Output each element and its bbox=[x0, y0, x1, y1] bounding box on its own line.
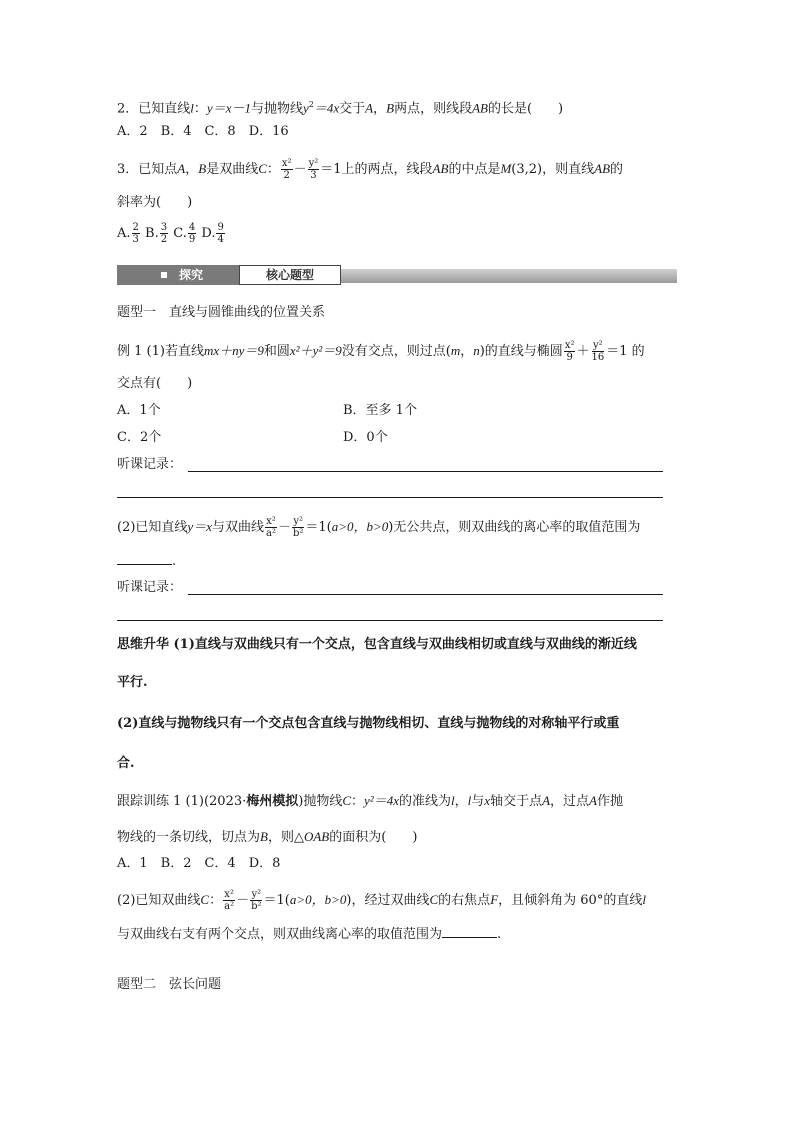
summary-p1b: 平行. bbox=[117, 675, 148, 690]
q3-options: A. $\frac{2}{3}$ B. $\frac{3}{2}$ C. $\frac{4}{9}$ D. $\frac{9}{4}$ bbox=[117, 222, 224, 245]
ex1b-answer: . bbox=[117, 552, 176, 571]
q3-var: A bbox=[177, 161, 186, 176]
question-2 bbox=[117, 96, 563, 118]
ex1-fraction: $\frac{\text{x²}}{9}$ bbox=[564, 340, 575, 363]
q3-opt-fraction: $\frac{4}{9}$ bbox=[188, 222, 196, 245]
q3-text: 是双曲线 bbox=[206, 162, 259, 177]
q3-opt-fraction: $\frac{2}{3}$ bbox=[132, 222, 139, 245]
section-label-block: 探究 bbox=[117, 265, 239, 285]
ex1-option-b: B．至多 1个 bbox=[343, 403, 417, 418]
question-3: 3．已知点A，B是双曲线C： $\frac{\text{x²}}{2}$ － $\frac{\text{y²}}{3}$ ＝1上的两点，线段AB的中点是M(3,2)，则直线AB的 bbox=[117, 158, 624, 181]
ex1-line2: 交点有( ) bbox=[117, 376, 193, 391]
train2-fraction: $\frac{\text{y²}}{\text{b²}}$ bbox=[251, 889, 262, 912]
example-1-part-2: (2)已知直线y＝x与双曲线 $\frac{\text{x²}}{\text{a²}}$ － $\frac{\text{y²}}{\text{b²}}$ ＝1(a>0，b>0)无公共点，则双曲线的离心率的取值范围为 bbox=[117, 516, 641, 539]
ex1-option-d: D．0个 bbox=[343, 430, 388, 445]
ex1-option-a: A．1个 bbox=[117, 403, 161, 418]
q3-text: ： bbox=[266, 162, 280, 177]
q2-text: 的长是( ) bbox=[487, 101, 564, 117]
ex1b-fraction: $\frac{\text{y²}}{\text{b²}}$ bbox=[292, 516, 304, 539]
q2-var: B bbox=[386, 100, 395, 116]
q2-equation: ＝4x bbox=[313, 100, 340, 116]
ex1-fraction: $\frac{\text{y²}}{16}$ bbox=[591, 340, 605, 363]
q3-text: ， bbox=[185, 162, 199, 177]
q2-text: 与抛物线 bbox=[250, 101, 303, 117]
summary-p2b: 合. bbox=[117, 756, 135, 771]
notes-line[interactable] bbox=[188, 594, 663, 595]
q3-var: B bbox=[198, 161, 207, 176]
training-1-part-1: 跟踪训练 1 (1)(2023·梅州模拟)抛物线C：y²＝4x的准线为l，l与x轴交于点A，过点A作抛 bbox=[117, 793, 624, 809]
q2-var: AB bbox=[472, 100, 488, 116]
q2-text: ， bbox=[373, 101, 387, 117]
topic-1-title: 题型一 直线与圆锥曲线的位置关系 bbox=[117, 305, 326, 320]
section-header bbox=[117, 265, 677, 285]
q2-var: A bbox=[365, 100, 374, 116]
ex1b-fraction: $\frac{\text{x²}}{\text{a²}}$ bbox=[265, 516, 276, 539]
training-1-part-2: (2)已知双曲线C： $\frac{\text{x²}}{\text{a²}}$ － $\frac{\text{y²}}{\text{b²}}$ ＝1(a>0，b>0)，经过双曲线C的右焦点F，且倾斜角为 60°的直线l bbox=[117, 889, 646, 912]
notes-label: 听课记录： bbox=[117, 580, 183, 595]
q3-line2: 斜率为( ) bbox=[117, 195, 193, 210]
section-box: 核心题型 bbox=[239, 265, 341, 285]
ex1-option-c: C．2个 bbox=[117, 430, 162, 445]
notes-line[interactable] bbox=[117, 620, 663, 621]
q3-text: 3．已知点 bbox=[117, 162, 178, 177]
train2-fraction: $\frac{\text{x²}}{\text{a²}}$ bbox=[224, 889, 235, 912]
answer-blank[interactable] bbox=[117, 552, 172, 565]
q2-options: A．2 B．4 C．8 D．16 bbox=[117, 124, 289, 139]
q3-var: C bbox=[258, 161, 267, 176]
q2-text: 交于 bbox=[339, 101, 366, 117]
square-icon bbox=[161, 272, 167, 278]
train1-options: A．1 B．2 C．4 D．8 bbox=[117, 856, 281, 871]
q2-equation: y bbox=[302, 100, 309, 116]
train2-line2: 与双曲线右支有两个交点，则双曲线离心率的取值范围为 . bbox=[117, 927, 502, 942]
summary-p1: 思维升华 (1)直线与双曲线只有一个交点，包含直线与双曲线相切或直线与双曲线的渐近线 bbox=[117, 637, 637, 652]
summary-p2: (2)直线与抛物线只有一个交点包含直线与抛物线相切、直线与抛物线的对称轴平行或重 bbox=[117, 716, 620, 731]
q3-fraction: $\frac{\text{y²}}{3}$ bbox=[308, 158, 319, 181]
topic-2-title: 题型二 弦长问题 bbox=[117, 977, 222, 992]
q2-equation: y＝x－1 bbox=[206, 100, 251, 116]
answer-blank[interactable] bbox=[442, 925, 497, 938]
notes-line[interactable] bbox=[117, 497, 663, 498]
q2-text: ： bbox=[193, 101, 207, 117]
q3-fraction: $\frac{\text{x²}}{2}$ bbox=[281, 158, 292, 181]
train1-line2: 物线的一条切线，切点为B，则△OAB的面积为( ) bbox=[117, 829, 418, 845]
q2-text: 两点，则线段 bbox=[394, 101, 473, 117]
q2-exponent: 2 bbox=[308, 100, 314, 109]
example-1-part-1: 例 1 (1)若直线mx＋ny＝9和圆x²＋y²＝9没有交点，则过点(m，n)的直线与椭圆 $\frac{\text{x²}}{9}$ ＋ $\frac{\text{y²}}{16}$ ＝1 的 bbox=[117, 340, 645, 363]
q3-opt-fraction: $\frac{3}{2}$ bbox=[160, 222, 168, 245]
q3-opt-fraction: $\frac{9}{4}$ bbox=[217, 222, 224, 245]
q2-text: 2．已知直线 bbox=[117, 101, 191, 117]
notes-label: 听课记录： bbox=[117, 457, 183, 472]
q2-var: l bbox=[190, 100, 194, 116]
notes-line[interactable] bbox=[188, 471, 663, 472]
